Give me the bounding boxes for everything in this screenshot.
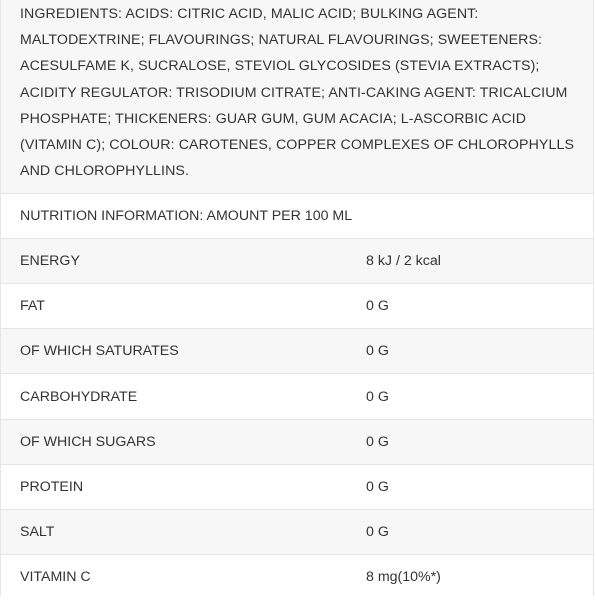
row-label: VITAMIN C: [20, 569, 91, 585]
row-value: 0 G: [366, 479, 389, 495]
row-value: 0 G: [366, 389, 389, 405]
row-value: 8 kJ / 2 kcal: [366, 253, 441, 269]
row-value: 0 G: [366, 524, 389, 540]
ingredients-section: [1, 0, 593, 194]
row-value: 8 mg(10%*): [366, 569, 441, 585]
row-label: ENERGY: [20, 253, 80, 269]
table-row-saturates: [1, 329, 593, 374]
row-label: CARBOHYDRATE: [20, 389, 138, 405]
row-label: OF WHICH SUGARS: [20, 434, 156, 450]
row-label: PROTEIN: [20, 479, 84, 495]
table-row-protein: [1, 465, 593, 510]
table-row-vitamin-c: [1, 555, 593, 600]
row-label: OF WHICH SATURATES: [20, 343, 179, 359]
row-value: 0 G: [366, 343, 389, 359]
table-row-salt: [1, 510, 593, 555]
row-label: SALT: [20, 524, 55, 540]
table-row-fat: [1, 284, 593, 329]
nutrition-header-row: [1, 194, 593, 239]
row-value: 0 G: [366, 298, 389, 314]
row-label: FAT: [20, 298, 45, 314]
row-value: 0 G: [366, 434, 389, 450]
nutrition-header: NUTRITION INFORMATION: AMOUNT PER 100 ML: [20, 208, 353, 224]
table-row-carbohydrate: [1, 375, 593, 420]
table-row-sugars: [1, 420, 593, 465]
table-row-energy: [1, 239, 593, 284]
ingredients-text: INGREDIENTS: ACIDS: CITRIC ACID, MALIC ACID; BULKING AGENT: MALTODEXTRINE; FLAVOURINGS; NATURAL FLAVOURINGS; SWEETENERS: ACESULFAME K, SUCRALOSE, STEVIOL GLYCOSIDES (STEVIA EXTRACTS); ACIDITY REGULATOR: TRISODIUM CITRATE; ANTI-CAKING AGENT: TRICALCIUM PHOSPHATE; THICKENERS: GUAR GUM, GUM ACACIA; L-ASCORBIC ACID (VITAMIN C); COLOUR: CAROTENES, COPPER COMPLEXES OF CHLOROPHYLLS AND CHLOROPHYLLINS.: [20, 6, 575, 180]
